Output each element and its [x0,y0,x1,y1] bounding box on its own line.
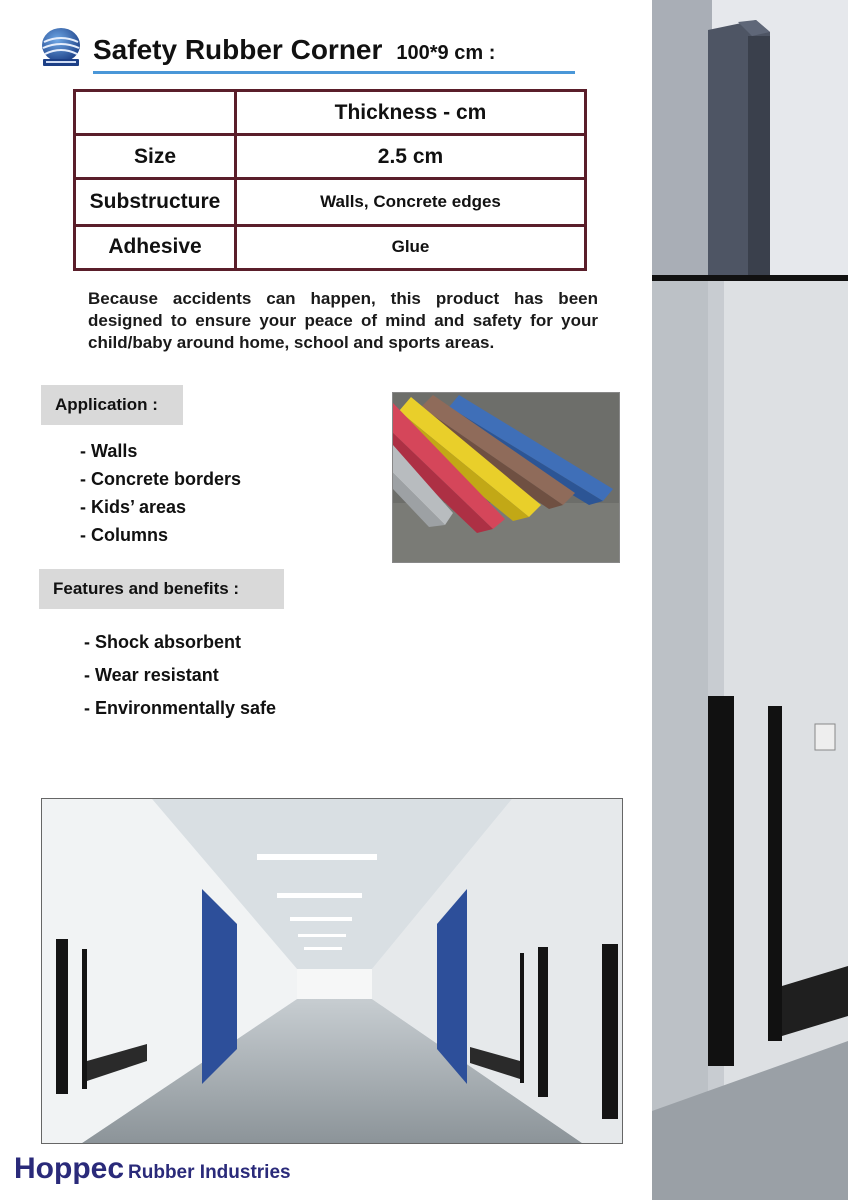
row-label-substructure: Substructure [75,179,236,225]
list-item: - Concrete borders [80,469,242,489]
brand-name: Hoppec [14,1152,125,1185]
row-value-size: 2.5 cm [236,135,586,179]
title-underline [93,71,575,74]
wall-with-black-corner-guards [652,281,848,1200]
table-row [75,135,586,179]
features-heading: Features and benefits : [39,569,284,609]
spec-table [73,89,587,271]
table-row [75,179,586,225]
list-item: - Kids’ areas [80,497,187,517]
table-row [75,225,586,269]
hospital-corridor-with-corner-guards [41,798,623,1144]
brand-subtitle: Rubber Industries [128,1162,291,1183]
table-row [75,91,586,135]
list-item: - Columns [80,525,168,545]
list-item: - Wear resistant [84,665,219,685]
list-item: - Shock absorbent [84,632,242,652]
hoppec-globe-logo [38,26,84,68]
row-value-adhesive: Glue [236,225,586,269]
table-cell-empty [75,91,236,135]
features-list [84,630,276,729]
list-item: - Walls [80,441,138,461]
application-list [80,439,241,551]
row-value-substructure: Walls, Concrete edges [236,179,586,225]
list-item: - Environmentally safe [84,698,277,718]
footer-brand [14,1152,291,1186]
colored-rubber-corner-profiles [392,392,620,563]
table-header-thickness: Thickness - cm [236,91,586,135]
title-text: Safety Rubber Corner [93,34,383,65]
product-description: Because accidents can happen, this product has been designed to ensure your peace of mind and safety for your child/baby around home, school and sports areas. [88,289,598,352]
application-heading: Application : [41,385,183,425]
grey-corner-guard-closeup [652,0,848,275]
title-dimensions: 100*9 cm : [396,42,496,64]
row-label-size: Size [75,135,236,179]
row-label-adhesive: Adhesive [75,225,236,269]
page-title [93,34,495,66]
